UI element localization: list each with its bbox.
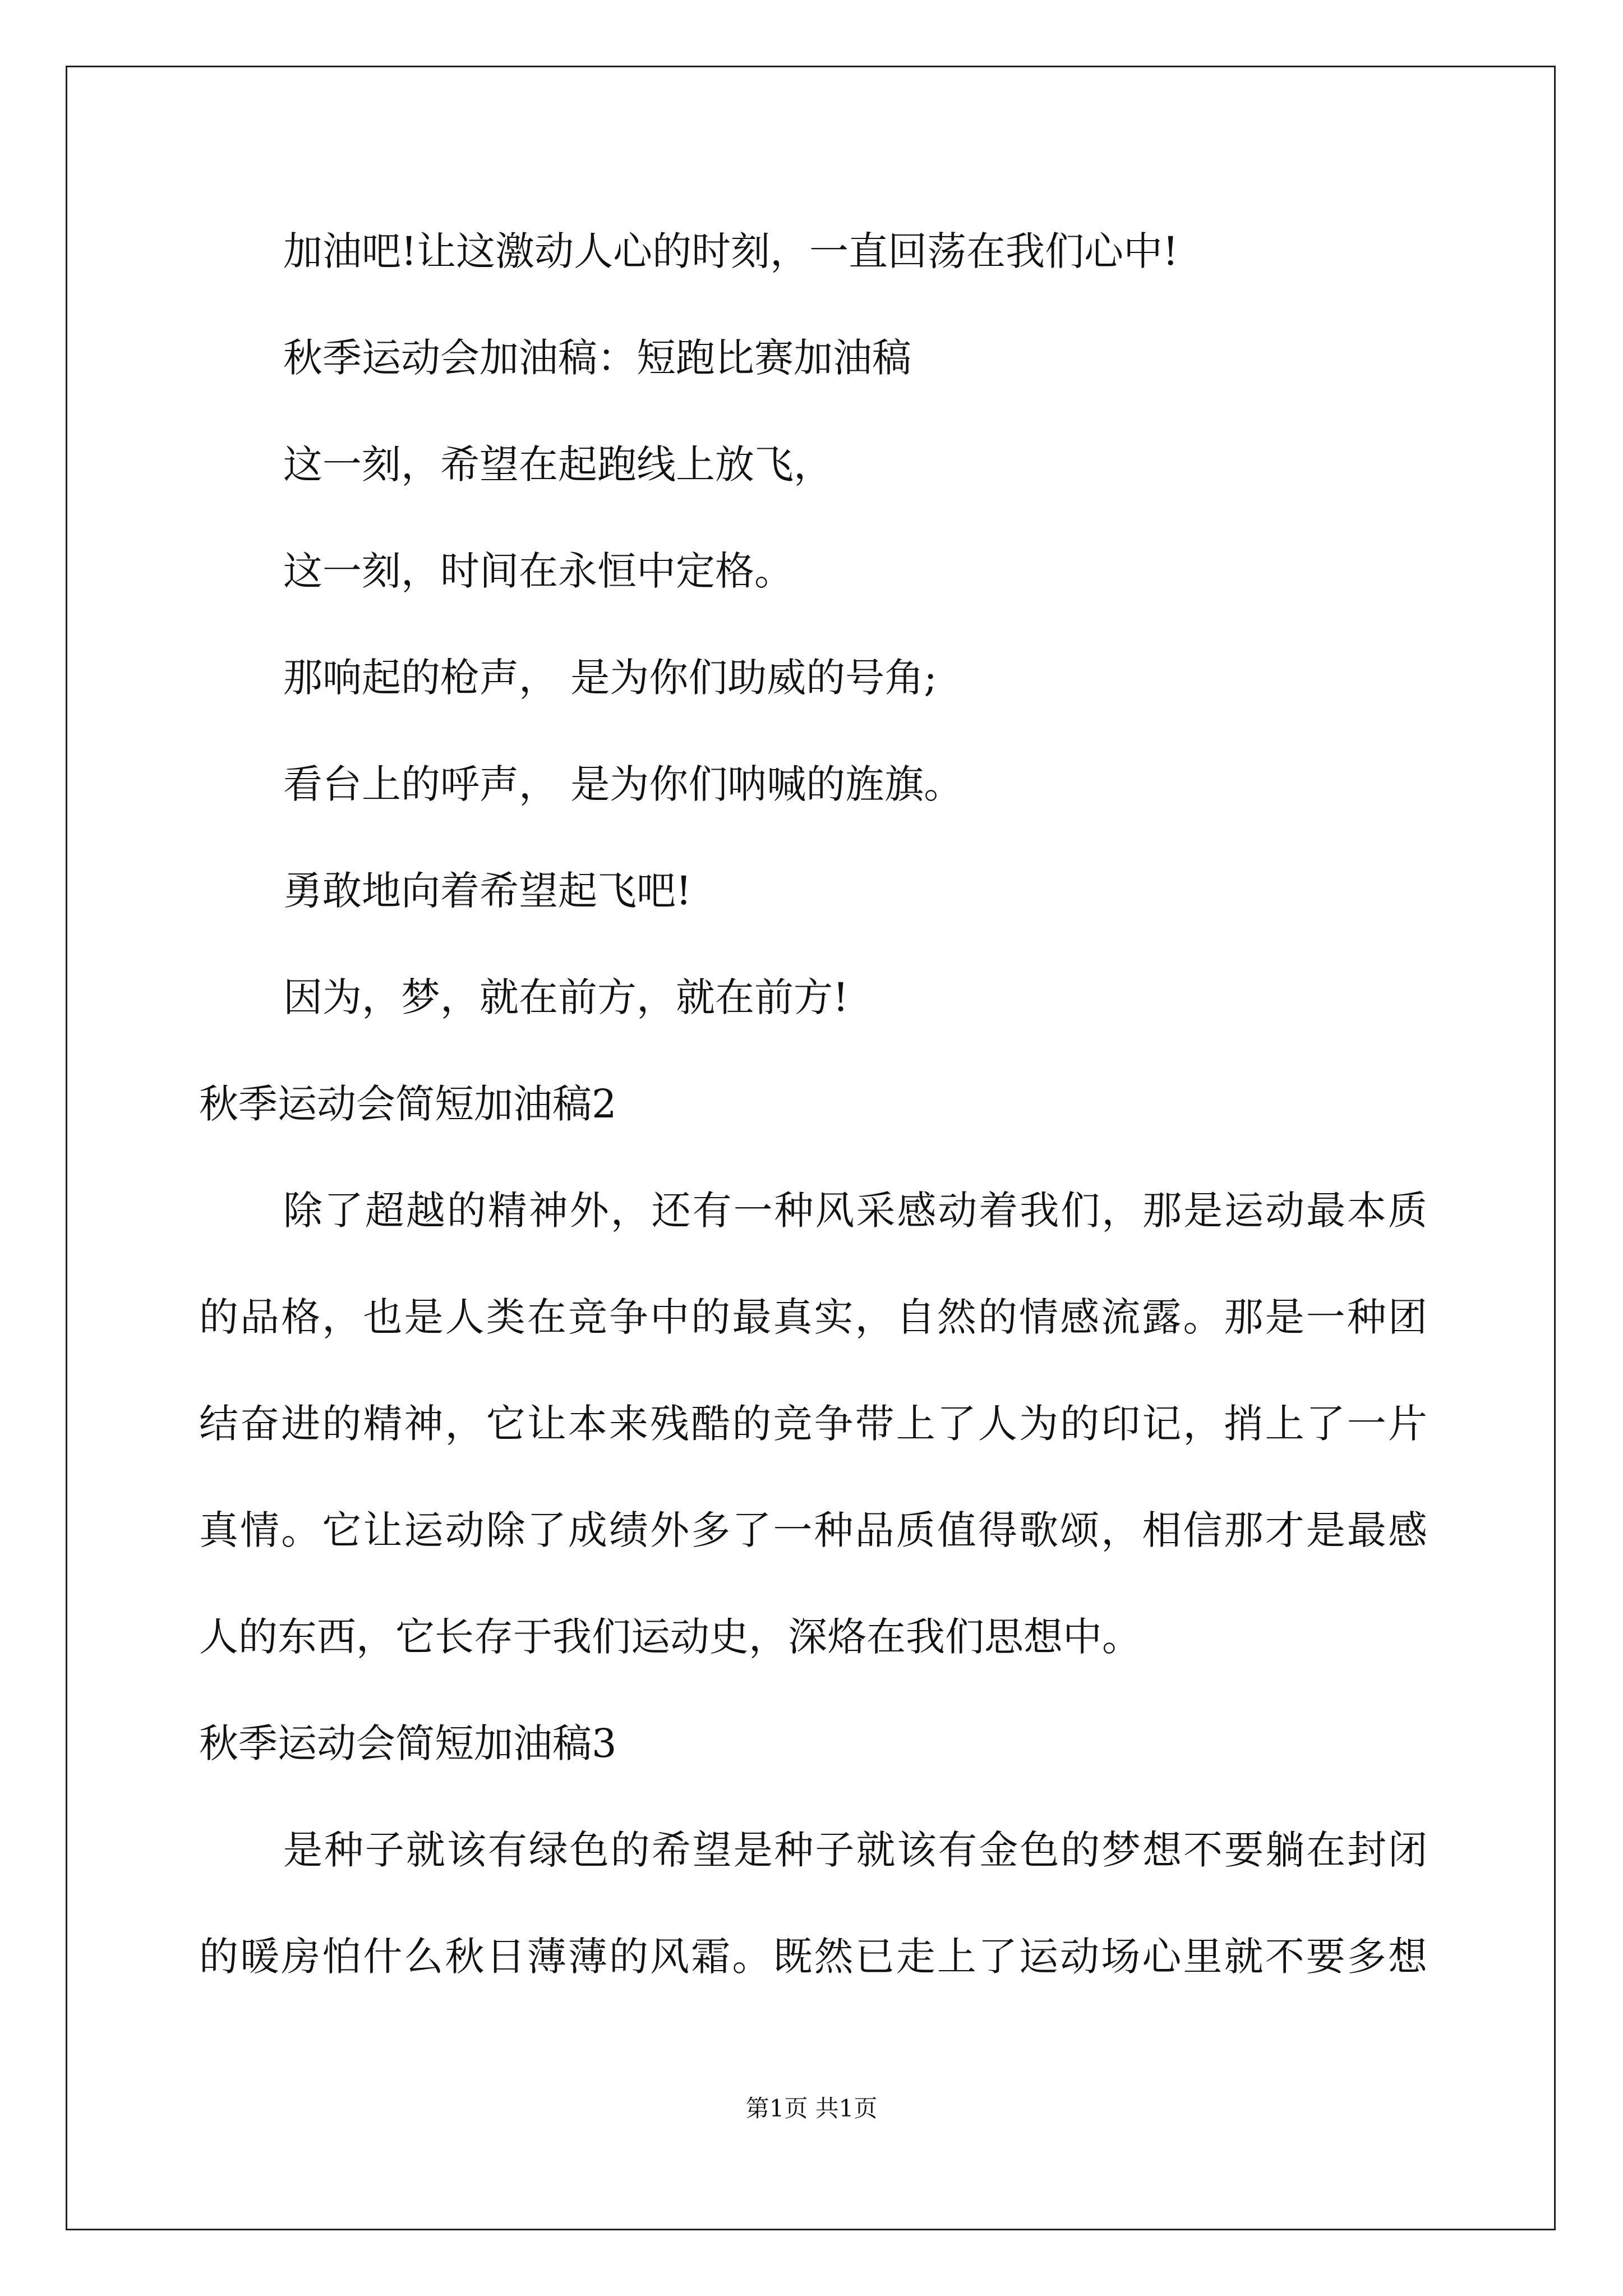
- paragraph-line: 加油吧!让这激动人心的时刻，一直回荡在我们心中!: [283, 228, 1179, 274]
- paragraph-line: 除了超越的精神外，还有一种风采感动着我们，那是运动最本质: [283, 1188, 1427, 1234]
- paragraph-line: 人的东西，它长存于我们运动史，深烙在我们思想中。: [199, 1614, 1141, 1660]
- paragraph-line: 这一刻，希望在起跑线上放飞，: [283, 441, 833, 487]
- section-heading: 秋季运动会简短加油稿2: [199, 1081, 617, 1127]
- section-heading: 秋季运动会简短加油稿3: [199, 1720, 617, 1766]
- paragraph-line: 勇敢地向着希望起飞吧!: [283, 868, 692, 914]
- paragraph-line: 的暖房怕什么秋日薄薄的风霜。既然已走上了运动场心里就不要多想: [199, 1934, 1427, 1980]
- paragraph-line: 结奋进的精神，它让本来残酷的竞争带上了人为的印记，捎上了一片: [199, 1401, 1427, 1447]
- paragraph-line: 因为，梦，就在前方，就在前方!: [283, 974, 849, 1020]
- subheading-line: 秋季运动会加油稿：短跑比赛加油稿: [283, 335, 911, 381]
- paragraph-line: 是种子就该有绿色的希望是种子就该有金色的梦想不要躺在封闭: [283, 1827, 1427, 1873]
- paragraph-line: 真情。它让运动除了成绩外多了一种品质值得歌颂，相信那才是最感: [199, 1507, 1427, 1553]
- paragraph-line: 这一刻，时间在永恒中定格。: [283, 548, 794, 594]
- page-border: [66, 66, 1556, 2230]
- paragraph-line: 的品格，也是人类在竞争中的最真实，自然的情感流露。那是一种团: [199, 1294, 1427, 1340]
- page-number-footer: 第1页 共1页: [745, 2095, 878, 2122]
- paragraph-line: 看台上的呼声， 是为你们呐喊的旌旗。: [283, 761, 963, 807]
- paragraph-line: 那响起的枪声， 是为你们助威的号角;: [283, 655, 937, 701]
